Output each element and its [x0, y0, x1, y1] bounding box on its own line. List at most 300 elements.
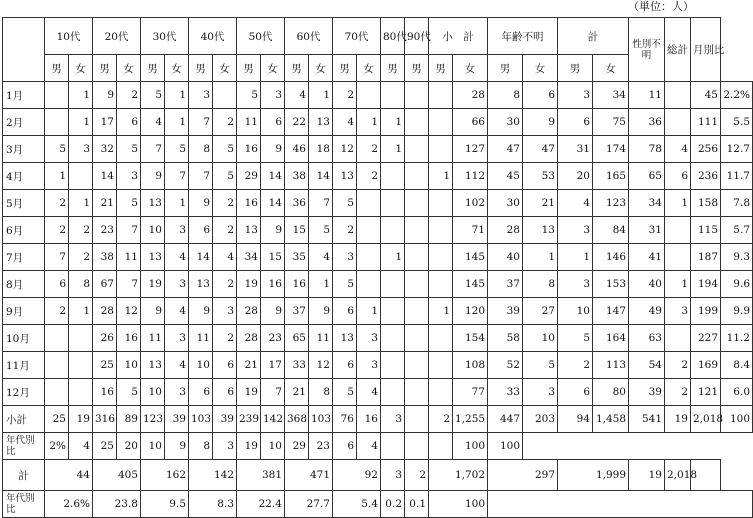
data-cell: 10 — [558, 298, 593, 325]
data-cell: 10 — [141, 217, 165, 244]
data-cell: 123 — [593, 190, 629, 217]
data-cell — [405, 379, 429, 406]
total-cell: 2,018 — [665, 460, 691, 491]
data-cell: 4 — [165, 298, 189, 325]
data-cell: 13 — [141, 190, 165, 217]
sex-header-male: 男 — [237, 55, 261, 82]
data-cell: 84 — [593, 217, 629, 244]
data-cell: 1 — [69, 109, 93, 136]
data-cell: 15 — [261, 244, 285, 271]
data-cell: 5 — [309, 217, 333, 244]
data-cell: 19 — [69, 406, 93, 433]
data-cell: 11 — [141, 325, 165, 352]
data-cell: 10 — [117, 352, 141, 379]
data-cell: 3 — [558, 217, 593, 244]
data-cell — [405, 325, 429, 352]
data-cell: 3 — [117, 163, 141, 190]
data-cell: 9.9 — [721, 298, 753, 325]
data-cell: 37 — [488, 271, 523, 298]
data-cell: 23 — [261, 325, 285, 352]
data-cell: 447 — [488, 406, 523, 433]
data-cell — [357, 190, 381, 217]
data-cell: 4 — [285, 82, 309, 109]
data-cell: 16 — [357, 406, 381, 433]
data-cell: 7 — [165, 163, 189, 190]
data-cell: 6 — [558, 109, 593, 136]
data-cell: 47 — [523, 136, 558, 163]
data-cell — [45, 82, 69, 109]
data-cell: 7 — [189, 163, 213, 190]
total-cell: 162 — [141, 460, 189, 491]
data-cell: 3 — [523, 379, 558, 406]
data-cell: 8 — [69, 271, 93, 298]
data-cell: 9 — [189, 190, 213, 217]
data-cell: 11 — [629, 82, 665, 109]
table-row — [3, 82, 753, 109]
data-cell: 38 — [93, 244, 117, 271]
data-cell: 187 — [691, 244, 721, 271]
data-cell: 2 — [45, 298, 69, 325]
data-cell: 76 — [333, 406, 357, 433]
data-cell: 2 — [333, 217, 357, 244]
data-cell: 154 — [453, 325, 488, 352]
data-cell — [429, 217, 453, 244]
total-cell: 44 — [45, 460, 93, 491]
data-cell — [665, 82, 691, 109]
data-cell: 6 — [333, 352, 357, 379]
data-cell — [405, 136, 429, 163]
data-cell: 541 — [629, 406, 665, 433]
table-row — [3, 352, 753, 379]
data-cell: 19 — [237, 379, 261, 406]
data-cell: 5 — [117, 136, 141, 163]
data-cell: 13 — [333, 325, 357, 352]
data-cell: 9 — [141, 163, 165, 190]
sex-header-male: 男 — [141, 55, 165, 82]
data-cell — [381, 379, 405, 406]
unit-label: （単位：人） — [628, 0, 694, 13]
table-row — [3, 244, 753, 271]
row-label: 2月 — [3, 109, 45, 136]
data-cell: 65 — [285, 325, 309, 352]
sex-header-female: 女 — [165, 55, 189, 82]
data-cell: 6 — [213, 379, 237, 406]
data-cell: 28 — [237, 298, 261, 325]
row-label: 7月 — [3, 244, 45, 271]
data-cell: 17 — [261, 352, 285, 379]
data-cell: 2 — [558, 352, 593, 379]
sex-header-female: 女 — [117, 55, 141, 82]
data-cell: 6 — [45, 271, 69, 298]
data-cell: 37 — [285, 298, 309, 325]
sex-header-female: 女 — [453, 55, 488, 82]
data-cell: 6.0 — [721, 379, 753, 406]
age-group-header: 90代 — [405, 18, 429, 55]
data-cell: 5 — [213, 136, 237, 163]
data-cell: 8 — [189, 136, 213, 163]
total-row — [3, 460, 753, 491]
data-cell: 5 — [558, 325, 593, 352]
data-cell — [405, 109, 429, 136]
data-cell: 4 — [357, 379, 381, 406]
data-cell: 8 — [309, 379, 333, 406]
data-cell — [405, 82, 429, 109]
data-cell: 94 — [558, 406, 593, 433]
data-cell — [45, 352, 69, 379]
row-label: 8月 — [3, 271, 45, 298]
data-cell: 1 — [381, 109, 405, 136]
table-row — [3, 217, 753, 244]
data-cell: 111 — [691, 109, 721, 136]
data-cell: 35 — [285, 244, 309, 271]
data-cell: 7.8 — [721, 190, 753, 217]
data-cell: 45 — [488, 163, 523, 190]
sex-header-male: 男 — [93, 55, 117, 82]
data-cell: 3 — [165, 325, 189, 352]
data-cell: 153 — [593, 271, 629, 298]
data-cell — [45, 379, 69, 406]
data-cell: 1 — [523, 244, 558, 271]
data-cell: 7 — [309, 190, 333, 217]
data-cell: 1 — [429, 163, 453, 190]
data-cell: 7 — [261, 379, 285, 406]
data-cell: 78 — [629, 136, 665, 163]
data-cell: 23 — [309, 433, 333, 460]
data-cell: 14 — [261, 163, 285, 190]
total-cell: 297 — [488, 460, 558, 491]
data-cell: 3 — [333, 244, 357, 271]
data-cell — [69, 352, 93, 379]
ratio-cell: 0.1 — [405, 491, 429, 518]
row-label: 9月 — [3, 298, 45, 325]
data-cell: 13 — [189, 271, 213, 298]
data-cell: 66 — [453, 109, 488, 136]
data-cell: 11 — [237, 109, 261, 136]
data-cell: 13 — [333, 163, 357, 190]
data-cell: 2 — [213, 109, 237, 136]
data-cell: 2 — [357, 163, 381, 190]
data-cell: 47 — [488, 136, 523, 163]
data-cell: 5 — [523, 352, 558, 379]
age-group-header: 年齢不明 — [488, 18, 558, 55]
data-cell — [381, 325, 405, 352]
data-cell: 31 — [558, 136, 593, 163]
data-cell: 2,018 — [691, 406, 721, 433]
table-row — [3, 325, 753, 352]
data-cell: 41 — [629, 244, 665, 271]
data-cell: 3 — [558, 271, 593, 298]
data-cell: 146 — [593, 244, 629, 271]
data-cell: 28 — [237, 325, 261, 352]
sex-header-female: 女 — [261, 55, 285, 82]
data-cell: 29 — [237, 163, 261, 190]
data-cell: 13 — [141, 352, 165, 379]
data-cell: 12 — [333, 136, 357, 163]
data-cell: 63 — [629, 325, 665, 352]
data-cell: 13 — [237, 217, 261, 244]
data-cell — [381, 298, 405, 325]
data-cell: 13 — [309, 109, 333, 136]
data-cell: 6 — [213, 352, 237, 379]
data-cell: 9 — [93, 82, 117, 109]
row-label: 小計 — [3, 406, 45, 433]
data-cell — [381, 217, 405, 244]
data-cell — [665, 244, 691, 271]
data-cell: 11 — [309, 325, 333, 352]
data-cell: 3 — [213, 298, 237, 325]
sex-header-female: 女 — [213, 55, 237, 82]
data-cell: 25 — [45, 406, 69, 433]
data-cell: 164 — [593, 325, 629, 352]
data-cell: 147 — [593, 298, 629, 325]
data-cell: 16 — [237, 136, 261, 163]
data-cell: 17 — [93, 109, 117, 136]
data-cell: 29 — [285, 433, 309, 460]
data-cell: 1 — [69, 190, 93, 217]
data-cell: 4 — [357, 433, 381, 460]
data-cell: 4 — [69, 433, 93, 460]
data-cell: 39 — [488, 298, 523, 325]
data-cell: 33 — [488, 379, 523, 406]
data-cell: 14 — [189, 244, 213, 271]
sex-header-male: 男 — [381, 55, 405, 82]
age-group-header: 30代 — [141, 18, 189, 55]
data-cell — [405, 271, 429, 298]
data-cell: 6 — [665, 163, 691, 190]
data-cell: 2 — [213, 217, 237, 244]
table-row — [3, 379, 753, 406]
data-cell: 227 — [691, 325, 721, 352]
data-cell: 2 — [213, 271, 237, 298]
data-cell: 14 — [93, 163, 117, 190]
data-cell: 28 — [488, 217, 523, 244]
table-row — [3, 136, 753, 163]
data-cell: 6 — [523, 82, 558, 109]
sex-header-male: 男 — [558, 55, 593, 82]
data-cell — [381, 352, 405, 379]
data-cell: 4 — [333, 109, 357, 136]
data-cell: 103 — [309, 406, 333, 433]
row-label: 6月 — [3, 217, 45, 244]
data-cell: 121 — [691, 379, 721, 406]
data-cell — [405, 244, 429, 271]
data-cell: 142 — [261, 406, 285, 433]
data-cell: 1 — [69, 82, 93, 109]
data-cell: 2 — [357, 136, 381, 163]
data-cell: 9.6 — [721, 271, 753, 298]
data-cell: 8.4 — [721, 352, 753, 379]
data-cell: 26 — [93, 325, 117, 352]
data-cell: 100 — [453, 433, 488, 460]
total-cell: 92 — [333, 460, 381, 491]
data-cell: 4 — [665, 136, 691, 163]
data-cell — [429, 325, 453, 352]
data-cell: 145 — [453, 244, 488, 271]
data-cell: 31 — [629, 217, 665, 244]
data-cell: 45 — [691, 82, 721, 109]
data-cell: 2 — [665, 352, 691, 379]
data-cell: 8 — [488, 82, 523, 109]
data-cell — [357, 217, 381, 244]
data-cell: 5 — [333, 271, 357, 298]
data-cell: 5 — [333, 379, 357, 406]
data-cell — [405, 190, 429, 217]
data-cell: 5 — [117, 379, 141, 406]
total-cell: 1,999 — [558, 460, 629, 491]
row-label: 10月 — [3, 325, 45, 352]
data-cell: 9 — [165, 433, 189, 460]
data-cell: 9 — [141, 298, 165, 325]
data-cell: 67 — [93, 271, 117, 298]
data-cell: 4 — [165, 352, 189, 379]
age-group-header: 80代 — [381, 18, 405, 55]
total-cell: 381 — [237, 460, 285, 491]
data-cell — [357, 244, 381, 271]
data-cell — [213, 82, 237, 109]
data-cell — [381, 163, 405, 190]
data-cell: 9 — [523, 109, 558, 136]
data-cell: 2 — [45, 217, 69, 244]
age-group-header: 小 計 — [429, 18, 488, 55]
data-cell: 7 — [117, 271, 141, 298]
data-cell: 21 — [237, 352, 261, 379]
data-cell: 1 — [309, 82, 333, 109]
data-cell: 21 — [523, 190, 558, 217]
data-cell: 2% — [45, 433, 69, 460]
data-cell: 112 — [453, 163, 488, 190]
data-cell: 3 — [69, 136, 93, 163]
data-cell — [405, 298, 429, 325]
data-cell: 89 — [117, 406, 141, 433]
data-cell: 71 — [453, 217, 488, 244]
ratio-cell: 22.4 — [237, 491, 285, 518]
data-cell: 5 — [165, 136, 189, 163]
data-cell: 16 — [117, 325, 141, 352]
age-group-header: 50代 — [237, 18, 285, 55]
data-cell: 5 — [237, 82, 261, 109]
data-cell: 36 — [629, 109, 665, 136]
data-cell: 100 — [721, 406, 753, 433]
data-cell: 12.7 — [721, 136, 753, 163]
data-cell: 30 — [488, 190, 523, 217]
table-row — [3, 298, 753, 325]
data-cell: 7 — [117, 217, 141, 244]
sex-header-female: 女 — [593, 55, 629, 82]
row-label: 3月 — [3, 136, 45, 163]
data-cell: 256 — [691, 136, 721, 163]
data-cell: 316 — [93, 406, 117, 433]
data-cell: 1 — [309, 271, 333, 298]
ratio-cell: 27.7 — [285, 491, 333, 518]
data-cell: 65 — [629, 163, 665, 190]
data-cell: 8 — [523, 271, 558, 298]
data-cell: 10 — [141, 433, 165, 460]
data-cell: 6 — [189, 217, 213, 244]
row-label: 5月 — [3, 190, 45, 217]
data-cell: 34 — [593, 82, 629, 109]
data-cell: 9 — [261, 217, 285, 244]
data-cell: 1 — [357, 109, 381, 136]
data-cell: 25 — [93, 352, 117, 379]
data-cell: 1 — [69, 298, 93, 325]
data-cell: 34 — [629, 190, 665, 217]
data-cell: 30 — [488, 109, 523, 136]
sex-header-male: 男 — [45, 55, 69, 82]
data-cell: 1 — [165, 190, 189, 217]
data-cell: 7 — [141, 136, 165, 163]
total-cell: 3 — [381, 460, 405, 491]
data-cell — [429, 433, 453, 460]
data-cell: 5.7 — [721, 217, 753, 244]
ratio-cell: 2.6% — [45, 491, 93, 518]
data-cell — [45, 325, 69, 352]
data-cell: 1 — [381, 136, 405, 163]
table-row — [3, 109, 753, 136]
data-cell: 13 — [141, 244, 165, 271]
data-cell: 203 — [523, 406, 558, 433]
data-cell: 11 — [117, 244, 141, 271]
data-cell: 4 — [213, 244, 237, 271]
data-cell: 21 — [93, 190, 117, 217]
data-cell — [69, 325, 93, 352]
data-cell: 46 — [285, 136, 309, 163]
sex-unknown-header: 性別不明 — [629, 18, 665, 82]
row-label: 11月 — [3, 352, 45, 379]
data-cell: 145 — [453, 271, 488, 298]
data-cell: 2 — [429, 406, 453, 433]
row-label: 4月 — [3, 163, 45, 190]
data-cell: 113 — [593, 352, 629, 379]
sex-header-male: 男 — [333, 55, 357, 82]
data-cell: 368 — [285, 406, 309, 433]
ratio-cell: 5.4 — [333, 491, 381, 518]
data-cell: 2 — [665, 379, 691, 406]
data-cell: 5.5 — [721, 109, 753, 136]
total-cell: 2 — [405, 460, 429, 491]
data-cell: 40 — [629, 271, 665, 298]
data-cell — [665, 325, 691, 352]
data-cell — [429, 271, 453, 298]
total-cell: 405 — [93, 460, 141, 491]
sex-header-female: 女 — [523, 55, 558, 82]
data-cell: 38 — [285, 163, 309, 190]
ratio-cell: 8.3 — [189, 491, 237, 518]
total-cell: 19 — [629, 460, 665, 491]
data-cell: 80 — [593, 379, 629, 406]
data-cell: 28 — [93, 298, 117, 325]
data-cell: 20 — [558, 163, 593, 190]
data-cell — [429, 190, 453, 217]
data-cell: 158 — [691, 190, 721, 217]
data-cell: 199 — [691, 298, 721, 325]
total-cell: 471 — [285, 460, 333, 491]
data-cell — [665, 217, 691, 244]
sex-header-male: 男 — [488, 55, 523, 82]
data-cell: 52 — [488, 352, 523, 379]
data-cell: 15 — [285, 217, 309, 244]
data-cell: 120 — [453, 298, 488, 325]
data-cell: 3 — [189, 82, 213, 109]
corner-cell — [3, 18, 45, 82]
data-cell: 6 — [333, 298, 357, 325]
data-cell: 14 — [261, 190, 285, 217]
data-cell — [405, 217, 429, 244]
data-cell — [405, 406, 429, 433]
data-cell: 5 — [141, 82, 165, 109]
data-cell: 16 — [261, 271, 285, 298]
data-cell: 25 — [93, 433, 117, 460]
data-cell: 3 — [165, 379, 189, 406]
